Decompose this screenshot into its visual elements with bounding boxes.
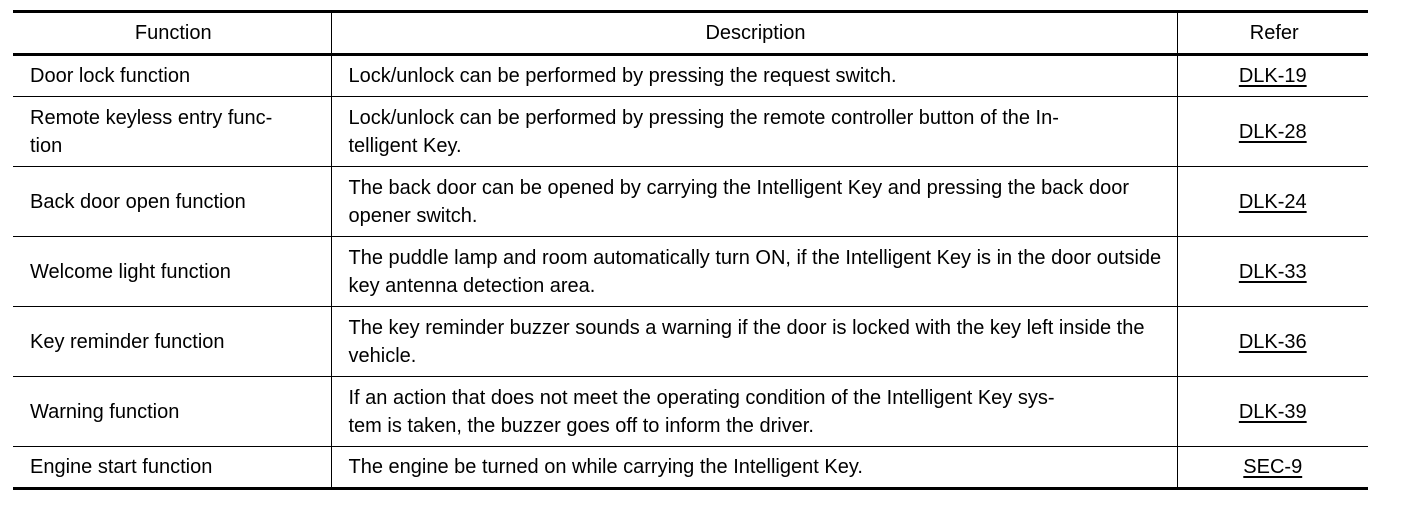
header-description: Description <box>331 12 1177 55</box>
refer-cell <box>1177 237 1368 307</box>
refer-cell <box>1177 97 1368 167</box>
table-row <box>13 97 1368 167</box>
table-header-row <box>13 12 1368 55</box>
table-row <box>13 307 1368 377</box>
refer-cell <box>1177 377 1368 447</box>
description-cell: The engine be turned on while carrying the Intelligent Key. <box>331 447 1177 489</box>
table-row <box>13 447 1368 489</box>
refer-cell <box>1177 167 1368 237</box>
table-row <box>13 167 1368 237</box>
function-table <box>13 10 1368 490</box>
refer-cell <box>1177 55 1368 97</box>
description-cell: The back door can be opened by carrying the Intelligent Key and pressing the back door opener switch. <box>331 167 1177 237</box>
function-cell: Warning function <box>13 377 331 447</box>
function-cell: Door lock function <box>13 55 331 97</box>
table-row <box>13 377 1368 447</box>
refer-cell <box>1177 447 1368 489</box>
table-row <box>13 55 1368 97</box>
function-cell: Welcome light function <box>13 237 331 307</box>
function-cell: Key reminder function <box>13 307 331 377</box>
refer-link[interactable]: DLK-19 <box>1238 65 1307 87</box>
refer-link[interactable]: DLK-33 <box>1238 260 1307 283</box>
table-row <box>13 237 1368 307</box>
description-cell: The puddle lamp and room automatically turn ON, if the Intelligent Key is in the door outside key antenna detection area. <box>331 237 1177 307</box>
description-cell: Lock/unlock can be performed by pressing the request switch. <box>331 55 1177 97</box>
function-cell: Back door open function <box>13 167 331 237</box>
function-cell: Engine start function <box>13 447 331 489</box>
description-cell: Lock/unlock can be performed by pressing the remote controller button of the In- telligent Key. <box>331 97 1177 167</box>
refer-cell <box>1177 307 1368 377</box>
header-refer: Refer <box>1177 12 1368 55</box>
refer-link[interactable]: DLK-39 <box>1238 400 1307 423</box>
refer-link[interactable]: DLK-24 <box>1238 190 1307 213</box>
description-cell: If an action that does not meet the operating condition of the Intelligent Key sys- tem is taken, the buzzer goes off to inform the driver. <box>331 377 1177 447</box>
refer-link[interactable]: DLK-28 <box>1238 120 1307 143</box>
function-cell: Remote keyless entry func- tion <box>13 97 331 167</box>
description-cell: The key reminder buzzer sounds a warning if the door is locked with the key left inside the vehicle. <box>331 307 1177 377</box>
refer-link[interactable]: DLK-36 <box>1238 330 1307 353</box>
header-function: Function <box>13 12 331 55</box>
refer-link[interactable]: SEC-9 <box>1243 456 1303 478</box>
